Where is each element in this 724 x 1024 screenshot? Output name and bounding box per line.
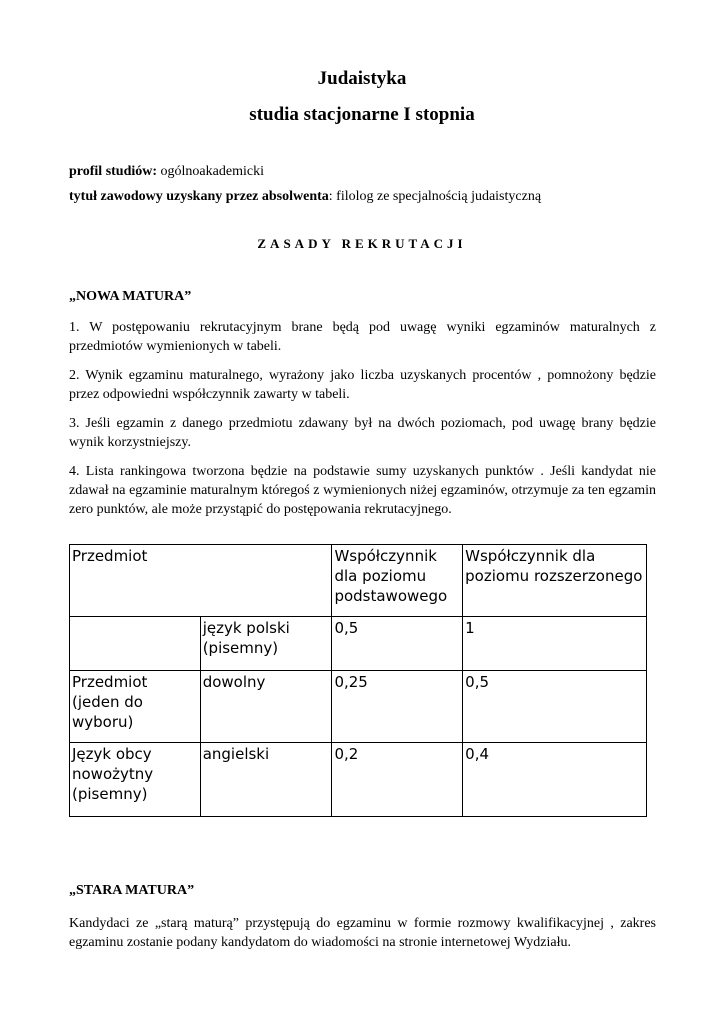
stara-matura-paragraph: Kandydaci ze „starą maturą” przystępują do egzaminu w formie rozmowy kwalifikacyjnej , zakres egzaminu zostanie podany kandydatom do wiadomości na stronie internetowej Wydziału. — [69, 916, 656, 950]
header-przedmiot: Przedmiot — [70, 545, 332, 617]
row-group-cell: Przedmiot (jeden do wyboru) — [70, 671, 201, 743]
header-podstawowy: Współczynnik dla poziomu podstawowego — [332, 545, 463, 617]
stara-matura-heading: „STARA MATURA” — [69, 883, 195, 898]
rule-paragraph-4: 4. Lista rankingowa tworzona będzie na podstawie sumy uzyskanych punktów . Jeśli kandydat nie zdawał na egzaminie maturalnym któregoś z wymienionych niżej egzaminów, otrzymuje za ten egzamin zero punktów, ale może przystąpić do postępowania rekrutacyjnego. — [69, 464, 656, 517]
row-subject-cell: dowolny — [200, 671, 332, 743]
document-title: Judaistyka — [317, 68, 407, 89]
document-subtitle: studia stacjonarne I stopnia — [249, 104, 475, 125]
row-basic-cell: 0,25 — [332, 671, 463, 743]
table-row — [70, 743, 647, 817]
table-row — [70, 617, 647, 671]
row-basic-cell: 0,5 — [332, 617, 463, 671]
tytul-label: tytuł zawodowy uzyskany przez absolwenta — [69, 189, 329, 204]
header-rozszerzony: Współczynnik dla poziomu rozszerzonego — [463, 545, 647, 617]
section-title: ZASADY REKRUTACJI — [257, 236, 467, 251]
tytul-value: : filolog ze specjalnością judaistyczną — [328, 189, 542, 204]
row-basic-cell: 0,2 — [332, 743, 463, 817]
table-row — [70, 671, 647, 743]
profil-value: ogólnoakademicki — [157, 164, 264, 179]
nowa-matura-heading: „NOWA MATURA” — [69, 289, 192, 304]
row-group-cell: Język obcy nowożytny (pisemny) — [70, 743, 201, 817]
row-subject-cell: język polski (pisemny) — [200, 617, 332, 671]
rule-paragraph-2: 2. Wynik egzaminu maturalnego, wyrażony jako liczba uzyskanych procentów , pomnożony będzie przez odpowiedni współczynnik zawarty w tabeli. — [69, 368, 656, 402]
row-group-cell — [70, 617, 201, 671]
profil-line — [69, 162, 659, 181]
rule-paragraph-1: 1. W postępowaniu rekrutacyjnym brane będą pod uwagę wyniki egzaminów maturalnych z przedmiotów wymienionych w tabeli. — [69, 320, 656, 354]
profil-label: profil studiów: — [69, 164, 158, 179]
rule-paragraph-3: 3. Jeśli egzamin z danego przedmiotu zdawany był na dwóch poziomach, pod uwagę brany będzie wynik korzystniejszy. — [69, 416, 656, 450]
table-header-row — [70, 545, 647, 617]
row-subject-cell: angielski — [200, 743, 332, 817]
coefficients-table — [69, 544, 647, 817]
row-extended-cell: 1 — [463, 617, 647, 671]
row-extended-cell: 0,5 — [463, 671, 647, 743]
tytul-line — [69, 187, 659, 206]
row-extended-cell: 0,4 — [463, 743, 647, 817]
